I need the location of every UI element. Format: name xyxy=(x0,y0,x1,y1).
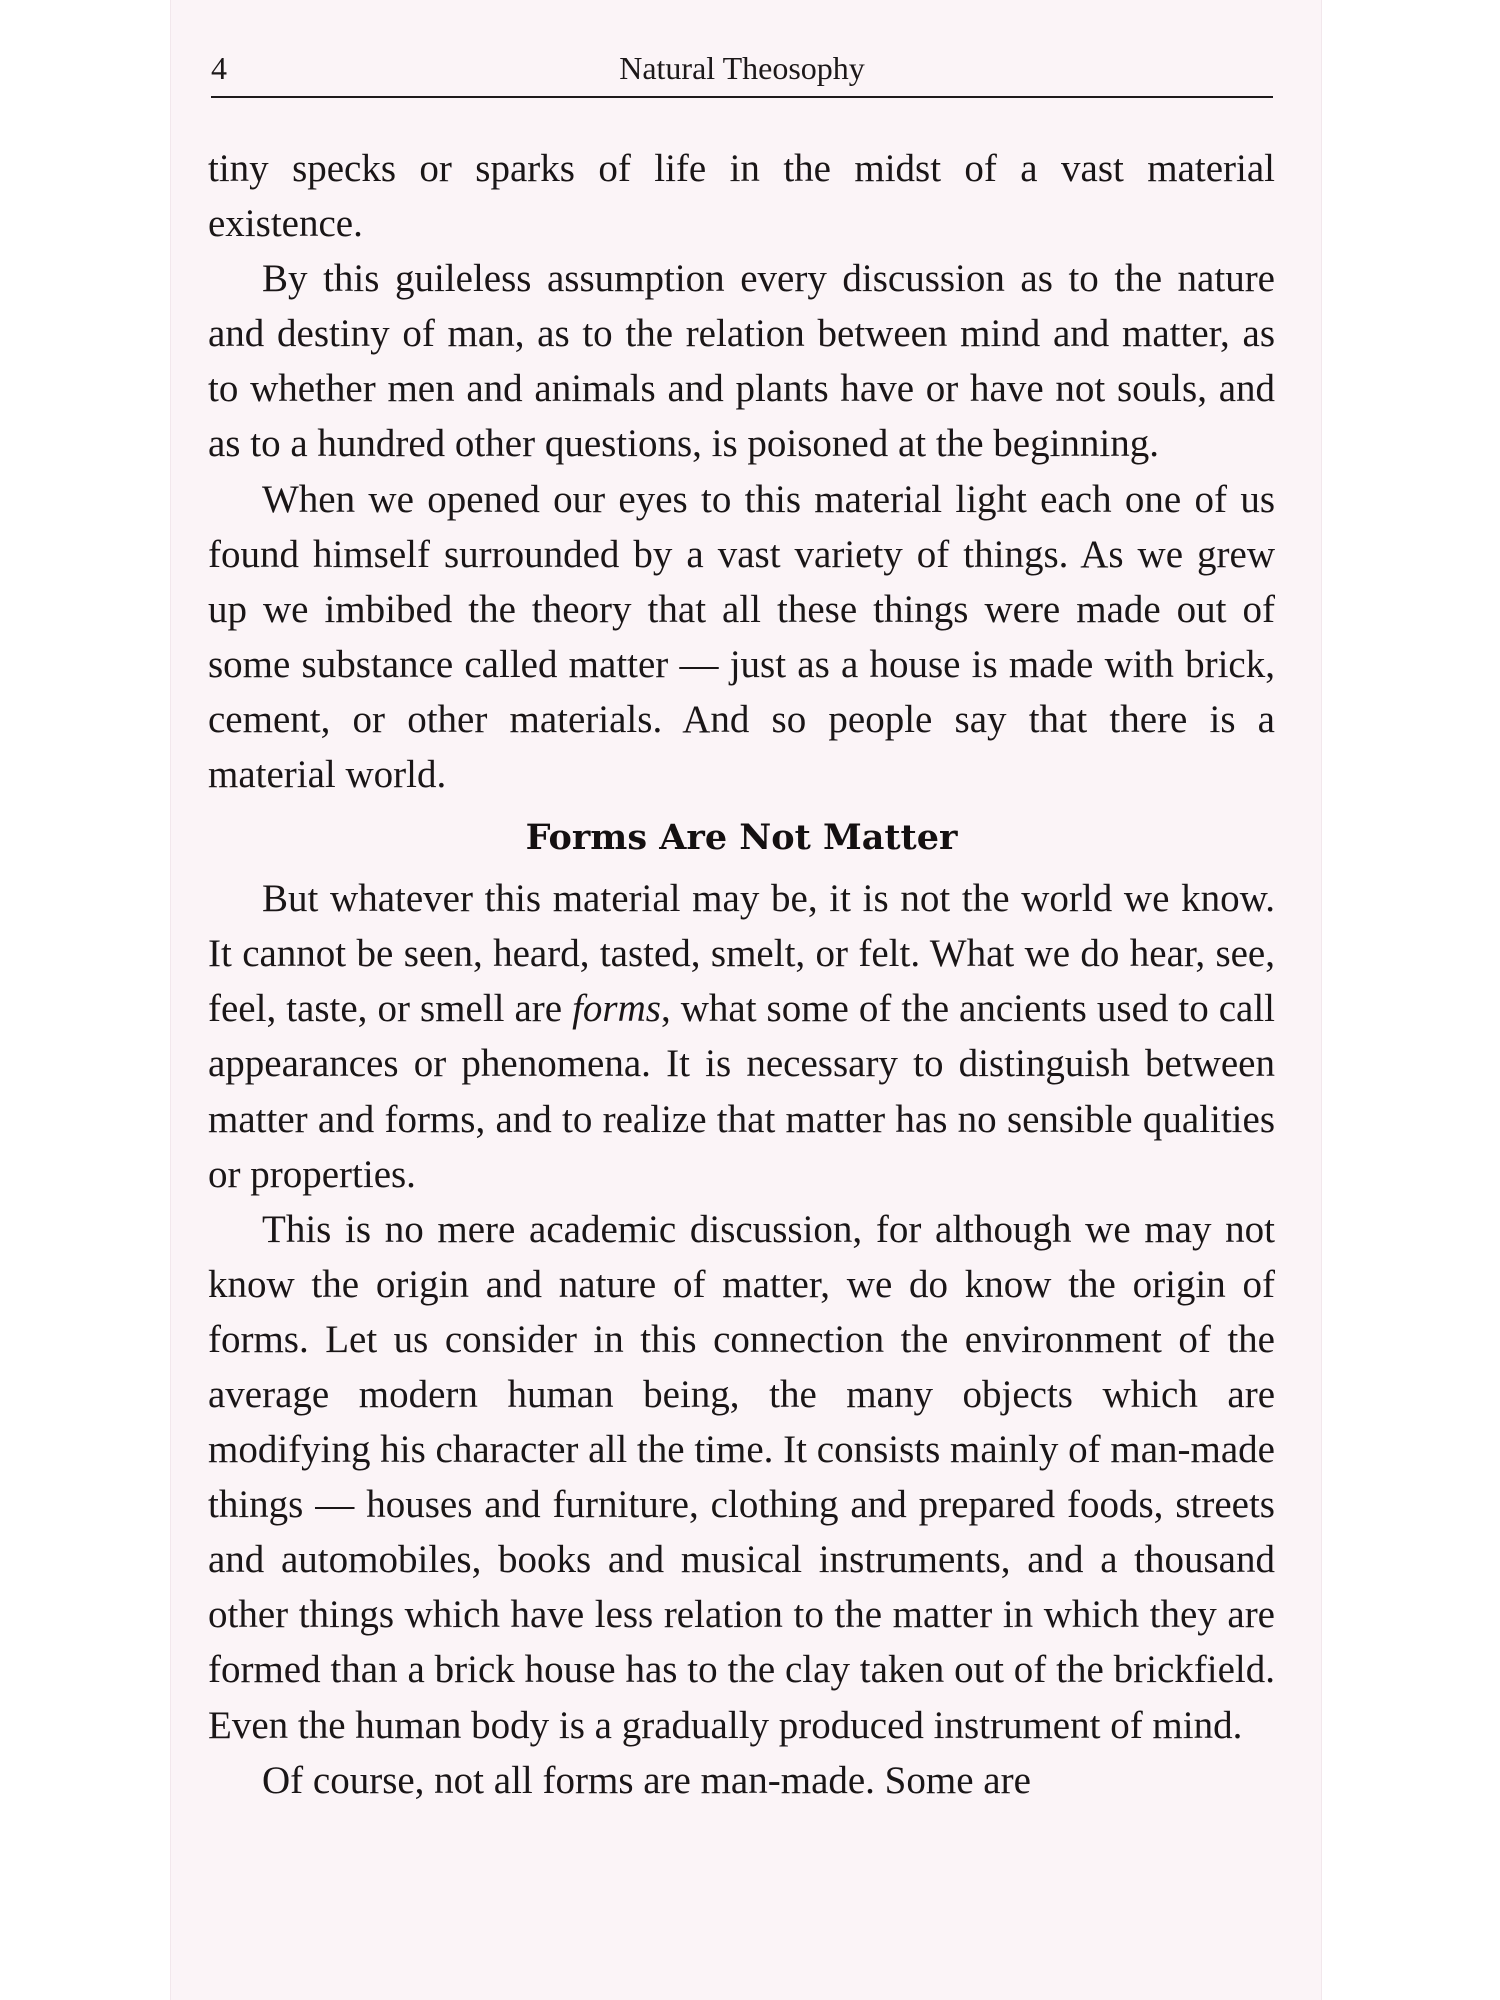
paragraph-1: tiny specks or sparks of life in the midst of a vast material existence. xyxy=(208,147,1275,246)
paragraph-2: By this guileless assumption every discussion as to the nature and destiny of man, as to the relation between mind and matter, as to whether men and animals and plants have or have not souls, and as to a hundred other questions, is poisoned at the beginning. xyxy=(208,257,1275,466)
paragraph-4-text-start: But whatever this material may be, it is not the world we know. It cannot be seen, heard, tasted, smelt, or felt. What we do hear, see, feel, taste, or smell are xyxy=(208,877,1275,1031)
paragraph-3: When we opened our eyes to this material light each one of us found himself surrounded by a vast variety of things. As we grew up we imbibed the theory that all these things were made out of some substance called matter — just as a house is made with brick, cement, or other materials. And so people say that there is a material world. xyxy=(208,477,1275,797)
running-title: Natural Theosophy xyxy=(619,50,865,86)
section-heading: Forms Are Not Matter xyxy=(525,817,958,859)
paragraph-4 xyxy=(208,871,1275,1202)
paragraph-5: This is no mere academic discussion, for although we may not know the origin and nature of matter, we do know the origin of forms. Let us consider in this connection the environment of the average modern human being, the many objects which are modifying his character all the time. It consists mainly of man-made things — houses and furniture, clothing and prepared foods, streets and automobiles, books and musical instruments, and a thousand other things which have less relation to the matter in which they are formed than a brick house has to the clay taken out of the brickfield. Even the human body is a gradually produced instrument of mind. xyxy=(208,1207,1275,1747)
body-text xyxy=(208,141,1275,1808)
emphasized-word: forms xyxy=(572,987,661,1031)
paragraph-6: Of course, not all forms are man-made. Some are xyxy=(262,1758,1031,1802)
paragraph-4-text-end: , what some of the ancients used to call appearances or phenomena. It is necessary to distinguish between matter and forms, and to realize that matter has no sensible qualities or properties. xyxy=(208,987,1275,1196)
book-page xyxy=(170,0,1322,2000)
page-number: 4 xyxy=(211,50,227,86)
page-header xyxy=(211,38,1273,98)
